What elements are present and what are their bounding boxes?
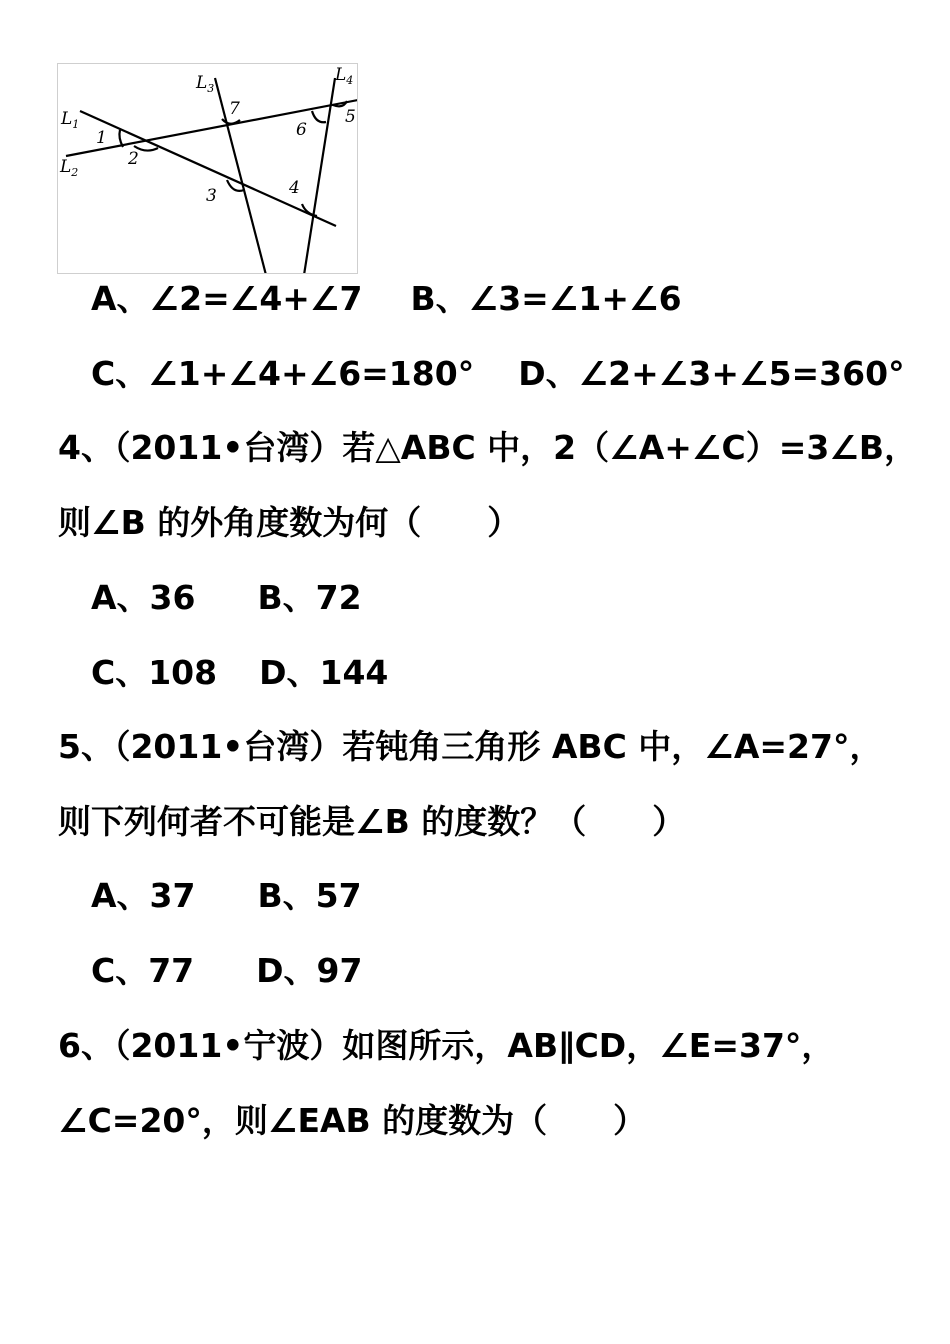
lines-diagram	[58, 64, 358, 274]
q5-options-row-2	[91, 951, 362, 991]
q3-option-b: B、∠3=∠1+∠6	[410, 279, 682, 318]
arc-angle-6	[312, 111, 326, 122]
q5-option-a: A、37	[91, 876, 196, 915]
label-angle-4: 4	[289, 178, 300, 198]
q3-options-row-1	[91, 279, 682, 319]
q3-option-d: D、∠2+∠3+∠5=360°	[518, 354, 905, 393]
q4-options-row-2	[91, 653, 388, 693]
q4-stem-line-1: 4、（2011•台湾）若△ABC 中，2（∠A+∠C）=3∠B，	[58, 428, 918, 467]
geometry-figure	[57, 63, 358, 274]
label-angle-7: 7	[229, 99, 240, 119]
label-angle-2: 2	[128, 149, 139, 169]
label-l3: $L_3$	[196, 73, 215, 95]
label-angle-1: 1	[96, 128, 107, 148]
q4-option-a: A、36	[91, 578, 196, 617]
q4-options-row-1	[91, 578, 362, 618]
q4-option-d: D、144	[259, 653, 389, 692]
q3-option-a: A、∠2=∠4+∠7	[91, 279, 363, 318]
line-l2	[66, 100, 358, 156]
q4-option-c: C、108	[91, 653, 218, 692]
label-angle-6: 6	[296, 120, 307, 140]
q3-option-c: C、∠1+∠4+∠6=180°	[91, 354, 475, 393]
arc-angle-1	[119, 130, 123, 147]
label-l1: $L_1$	[61, 109, 80, 131]
q5-stem-line-2: 则下列何者不可能是∠B 的度数？（ ）	[58, 802, 686, 841]
label-angle-3: 3	[206, 186, 217, 206]
q4-option-b: B、72	[257, 578, 362, 617]
q6-stem-line-2: ∠C=20°，则∠EAB 的度数为（ ）	[58, 1101, 647, 1140]
q5-option-b: B、57	[257, 876, 362, 915]
q5-stem-line-1: 5、（2011•台湾）若钝角三角形 ABC 中，∠A=27°，	[58, 727, 883, 766]
q4-stem-line-2: 则∠B 的外角度数为何（ ）	[58, 503, 521, 542]
q5-option-c: C、77	[91, 951, 195, 990]
q5-options-row-1	[91, 876, 362, 916]
label-l2: $L_2$	[60, 157, 79, 179]
label-l4: $L_4$	[335, 65, 354, 87]
q3-options-row-2	[91, 354, 905, 394]
label-angle-5: 5	[345, 107, 356, 127]
q5-option-d: D、97	[256, 951, 363, 990]
q6-stem-line-1: 6、（2011•宁波）如图所示，AB∥CD，∠E=37°，	[58, 1026, 835, 1065]
